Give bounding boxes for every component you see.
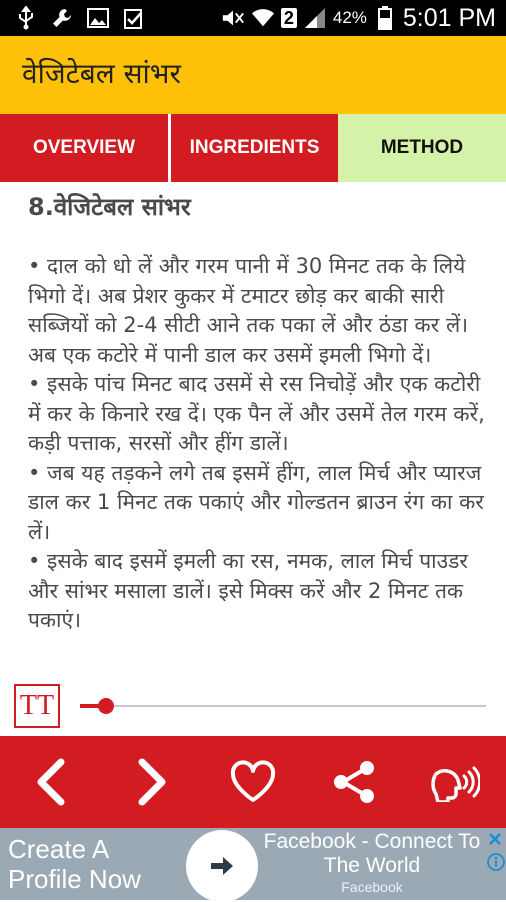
signal-icon: [303, 6, 327, 30]
sim-badge: 2: [281, 8, 297, 28]
method-step: • दाल को धो लें और गरम पानी में 30 मिनट तक के लिये भिगो दें। अब प्रेशर कुकर में टमाटर छोड़ कर बाकी सारी सब्जियों को 2-4 सीटी आने तक पका लें और ठंडा कर लें। अब एक कटोरे में पानी डाल कर उसमें इमली भिगो दें।: [28, 254, 469, 367]
wifi-icon: [251, 6, 275, 30]
text-size-slider-track[interactable]: [88, 705, 486, 707]
usb-icon: [14, 6, 38, 30]
info-icon[interactable]: [487, 853, 505, 871]
page-title: वेजिटेबल सांभर: [22, 57, 181, 90]
ad-details: [262, 830, 482, 896]
next-icon: [132, 758, 172, 806]
status-bar: [0, 0, 506, 36]
ad-title: Facebook - Connect To: [263, 830, 481, 853]
recipe-heading: 8.वेजिटेबल सांभर: [28, 193, 191, 221]
arrow-right-icon: [208, 852, 236, 880]
favorite-icon: [229, 760, 277, 804]
tab-ingredients[interactable]: INGREDIENTS: [168, 114, 338, 182]
tab-bar: [0, 114, 506, 182]
share-icon: [331, 759, 377, 805]
tab-method[interactable]: METHOD: [338, 114, 506, 182]
method-step: • जब यह तड़कने लगे तब इसमें हींग, लाल मिर्च और प्यारज डाल कर 1 मिनट तक पकाएं और गोल्डतन ब्राउन रंग का कर लें।: [28, 460, 484, 544]
ad-text-line: Profile Now: [8, 864, 141, 894]
speak-button[interactable]: [425, 752, 485, 812]
ad-text: [8, 834, 141, 894]
prev-button[interactable]: [21, 752, 81, 812]
ad-advertiser: Facebook: [341, 879, 403, 895]
battery-percent: 42%: [332, 8, 367, 27]
ad-title-line2: The World: [323, 854, 421, 877]
recipe-method-content[interactable]: [28, 182, 486, 682]
favorite-button[interactable]: [223, 752, 283, 812]
close-icon[interactable]: [488, 832, 502, 846]
text-size-icon-text: TT: [19, 690, 55, 721]
text-size-icon[interactable]: [14, 684, 60, 728]
mute-icon: [221, 6, 245, 30]
tab-overview[interactable]: OVERVIEW: [0, 114, 168, 182]
next-button[interactable]: [122, 752, 182, 812]
battery-icon: [373, 6, 397, 30]
image-icon: [86, 6, 110, 30]
method-step: • इसके पांच मिनट बाद उसमें से रस निचोड़ें और एक कटोरी में कर के किनारे रख दें। एक पैन लें और उसमें तेल गरम करें, कड़ी पत्ताक, सरसों और हींग डालें।: [28, 372, 485, 455]
clipboard-check-icon: [122, 6, 146, 30]
share-button[interactable]: [324, 752, 384, 812]
wrench-icon: [50, 6, 74, 30]
clock: 5:01 PM: [402, 3, 496, 32]
text-size-slider-thumb[interactable]: [98, 698, 114, 714]
prev-icon: [31, 758, 71, 806]
method-text: [28, 252, 486, 636]
method-step: • इसके बाद इसमें इमली का रस, नमक, लाल मिर्च पाउडर और सांभर मसाला डालें। इसे मिक्स करें और 2 मिनट तक पकाएं।: [28, 549, 468, 632]
ad-text-line: Create A: [8, 834, 110, 864]
app-bar: [0, 36, 506, 114]
bottom-toolbar: [0, 736, 506, 828]
speak-icon: [430, 762, 480, 802]
